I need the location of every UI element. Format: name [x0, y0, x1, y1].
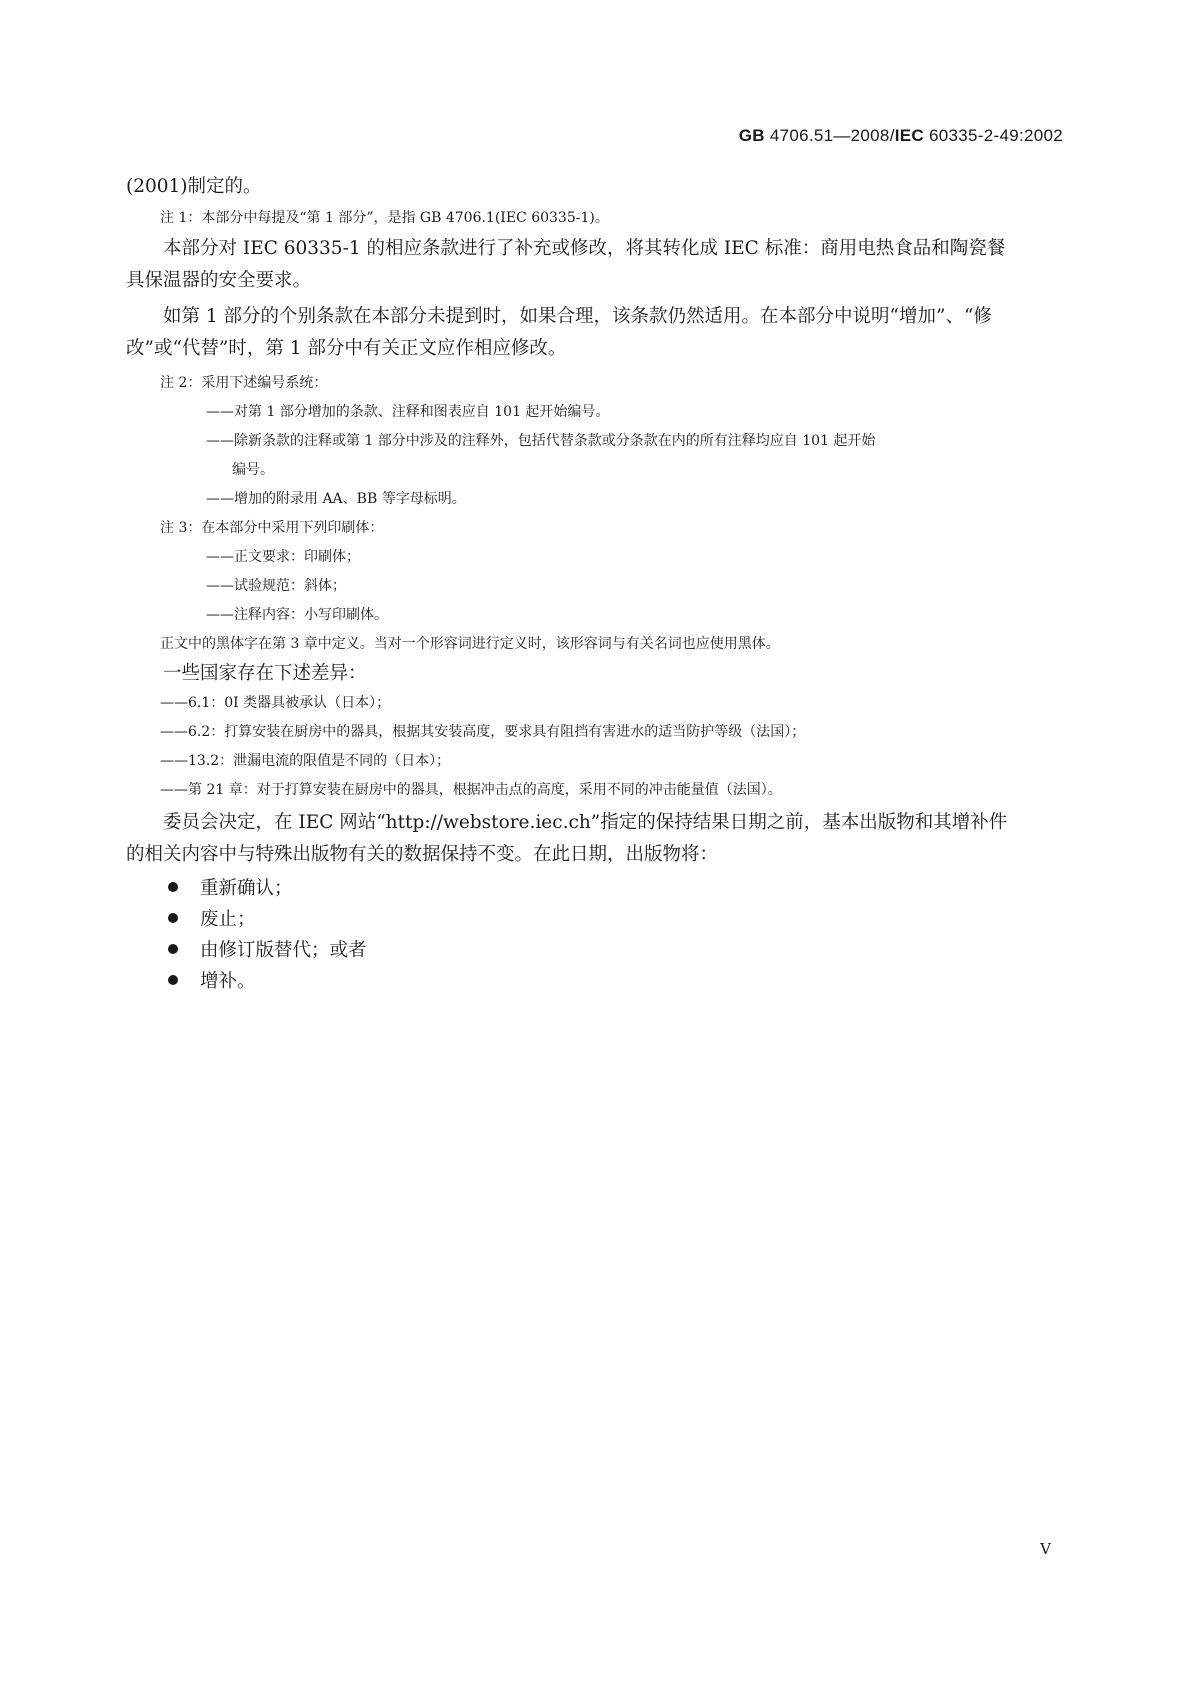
bullet-text: 废止；	[200, 909, 256, 930]
header-gb-prefix: GB	[738, 126, 765, 145]
difference-item: ——13.2：泄漏电流的限值是不同的（日本）；	[160, 753, 451, 769]
note-2-item-continued: 编号。	[232, 462, 274, 478]
note-1: 注 1：本部分中每提及“第 1 部分”，是指 GB 4706.1(IEC 60335-1)。	[160, 210, 609, 226]
note-2	[160, 369, 1062, 514]
page-number: V	[1040, 1540, 1051, 1558]
document-header	[739, 126, 1063, 146]
note-3-item: ——注释内容：小写印刷体。	[206, 607, 388, 623]
header-iec-number: 60335-2-49:2002	[923, 126, 1063, 145]
header-gb-number: 4706.51—2008/	[764, 126, 895, 145]
bullet-icon	[168, 913, 178, 923]
note-2-item: ——对第 1 部分增加的条款、注释和图表应自 101 起开始编号。	[206, 404, 610, 420]
bullet-icon	[168, 882, 178, 892]
header-iec-prefix: IEC	[894, 126, 924, 145]
bullet-text: 由修订版替代；或者	[200, 940, 367, 961]
note-2-item: ——除新条款的注释或第 1 部分中涉及的注释外，包括代替条款或分条款在内的所有注释均应自 101 起开始	[206, 433, 876, 449]
note-3-item: ——正文要求：印刷体；	[206, 549, 360, 565]
paragraph-1: 本部分对 IEC 60335-1 的相应条款进行了补充或修改，将其转化成 IEC 标准：商用电热食品和陶瓷餐具保温器的安全要求。	[126, 238, 1006, 291]
note-2-item: ——增加的附录用 AA、BB 等字母标明。	[206, 491, 466, 507]
paragraph-3: 委员会决定，在 IEC 网站“http://webstore.iec.ch”指定的保持结果日期之前，基本出版物和其增补件的相关内容中与特殊出版物有关的数据保持不变。在此日期，出版物将：	[126, 812, 1008, 865]
bullet-icon	[168, 975, 178, 985]
difference-item: ——6.2：打算安装在厨房中的器具，根据其安装高度，要求具有阻挡有害进水的适当防护等级（法国）；	[160, 724, 806, 740]
note-3	[160, 514, 1062, 630]
countries-title: 一些国家存在下述差异：	[163, 663, 367, 684]
paragraph-2: 如第 1 部分的个别条款在本部分未提到时，如果合理，该条款仍然适用。在本部分中说明“增加”、“修改”或“代替”时，第 1 部分中有关正文应作相应修改。	[126, 306, 992, 359]
bullet-list	[160, 873, 1062, 997]
bullet-item	[160, 966, 1062, 997]
difference-item: ——6.1：0I 类器具被承认（日本）；	[160, 695, 391, 711]
country-differences	[160, 689, 1062, 805]
bold-font-note: 正文中的黑体字在第 3 章中定义。当对一个形容词进行定义时，该形容词与有关名词也应使用黑体。	[160, 636, 780, 652]
bullet-icon	[168, 944, 178, 954]
bullet-text: 增补。	[200, 971, 256, 992]
bullet-item	[160, 873, 1062, 904]
bullet-item	[160, 904, 1062, 935]
note-3-title: 注 3：在本部分中采用下列印刷体：	[160, 520, 384, 536]
bullet-item	[160, 935, 1062, 966]
intro-line: (2001)制定的。	[126, 176, 262, 197]
difference-item: ——第 21 章：对于打算安装在厨房中的器具，根据冲击点的高度，采用不同的冲击能量值（法国）。	[160, 782, 782, 798]
note-3-item: ——试验规范：斜体；	[206, 578, 346, 594]
note-2-title: 注 2：采用下述编号系统：	[160, 375, 328, 391]
bullet-text: 重新确认；	[200, 878, 293, 899]
document-body	[126, 176, 1062, 997]
